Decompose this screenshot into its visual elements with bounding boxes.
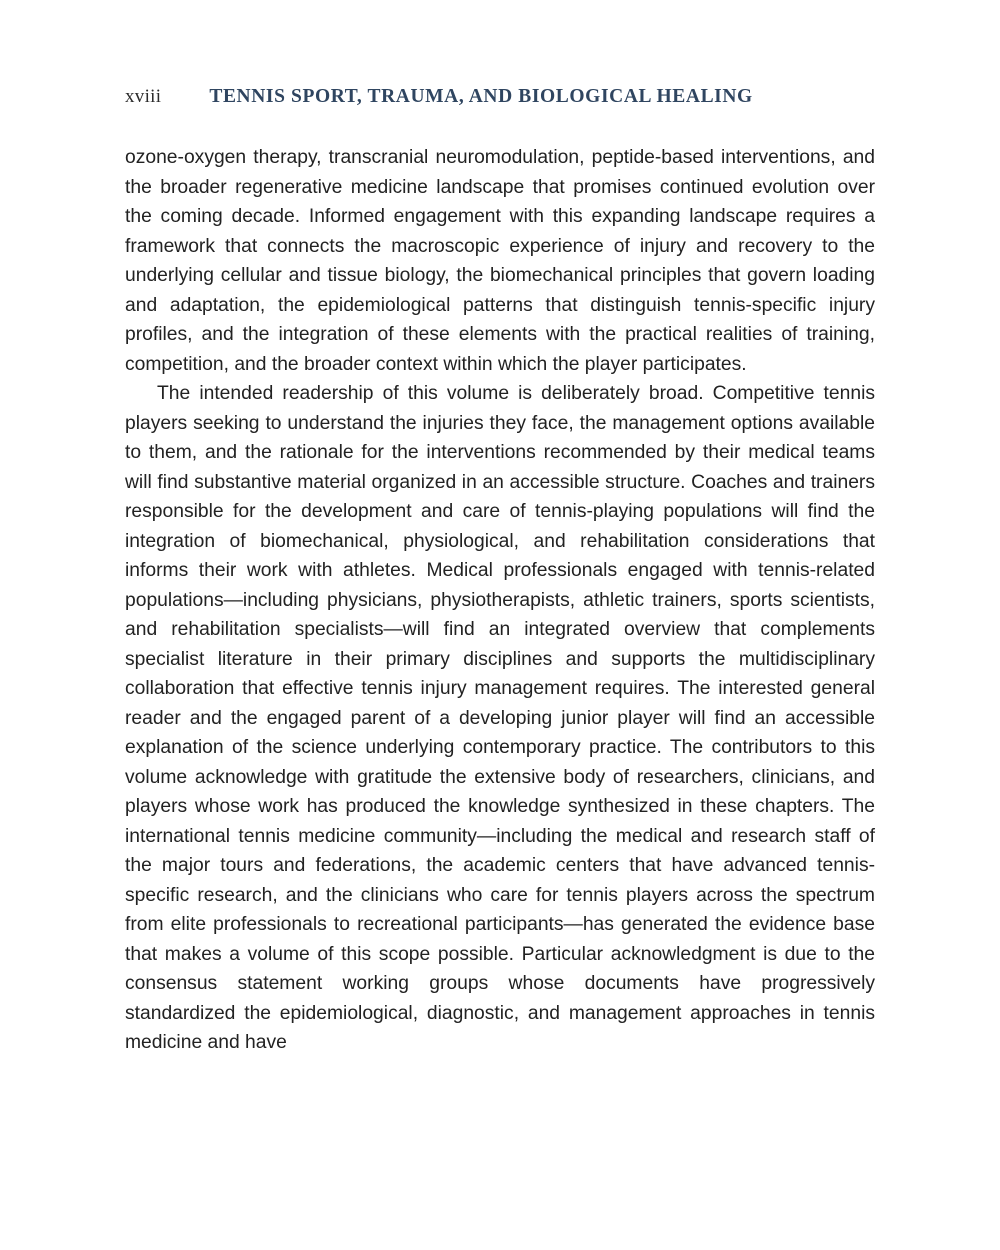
running-head (125, 86, 875, 116)
paragraph-continuation: ozone-oxygen therapy, transcranial neuromodulation, peptide-based interventions, and the broader regenerative medicine landscape that promises continued evolution over the coming decade. Informed engagement with this expanding landscape requires a framework that connects the macroscopic experience of injury and recovery to the underlying cellular and tissue biology, the biomechanical principles that govern loading and adaptation, the epidemiological patterns that distinguish tennis-specific injury profiles, and the integration of these elements with the practical realities of training, competition, and the broader context within which the player participates. (125, 147, 875, 375)
running-title: TENNIS SPORT, TRAUMA, AND BIOLOGICAL HEALING (209, 86, 753, 107)
paragraph-readership: The intended readership of this volume is deliberately broad. Competitive tennis players seeking to understand the injuries they face, the management options available to them, and the rationale for the interventions recommended by their medical teams will find substantive material organized in an accessible structure. Coaches and trainers responsible for the development and care of tennis-playing populations will find the integration of biomechanical, physiological, and rehabilitation considerations that informs their work with athletes. Medical professionals engaged with tennis-related populations—including physicians, physiotherapists, athletic trainers, sports scientists, and rehabilitation specialists—will find an integrated overview that complements specialist literature in their primary disciplines and supports the multidisciplinary collaboration that effective tennis injury management requires. The interested general reader and the engaged parent of a developing junior player will find an accessible explanation of the science underlying contemporary practice. The contributors to this volume acknowledge with gratitude the extensive body of researchers, clinicians, and players whose work has produced the knowledge synthesized in these chapters. The international tennis medicine community—including the medical and research staff of the major tours and federations, the academic centers that have advanced tennis-specific research, and the clinicians who care for tennis players across the spectrum from elite professionals to recreational participants—has generated the evidence base that makes a volume of this scope possible. Particular acknowledgment is due to the consensus statement working groups whose documents have progressively standardized the epidemiological, diagnostic, and management approaches in tennis medicine and have (125, 383, 875, 1053)
body-text (125, 143, 875, 1058)
page-number: xviii (125, 86, 162, 107)
